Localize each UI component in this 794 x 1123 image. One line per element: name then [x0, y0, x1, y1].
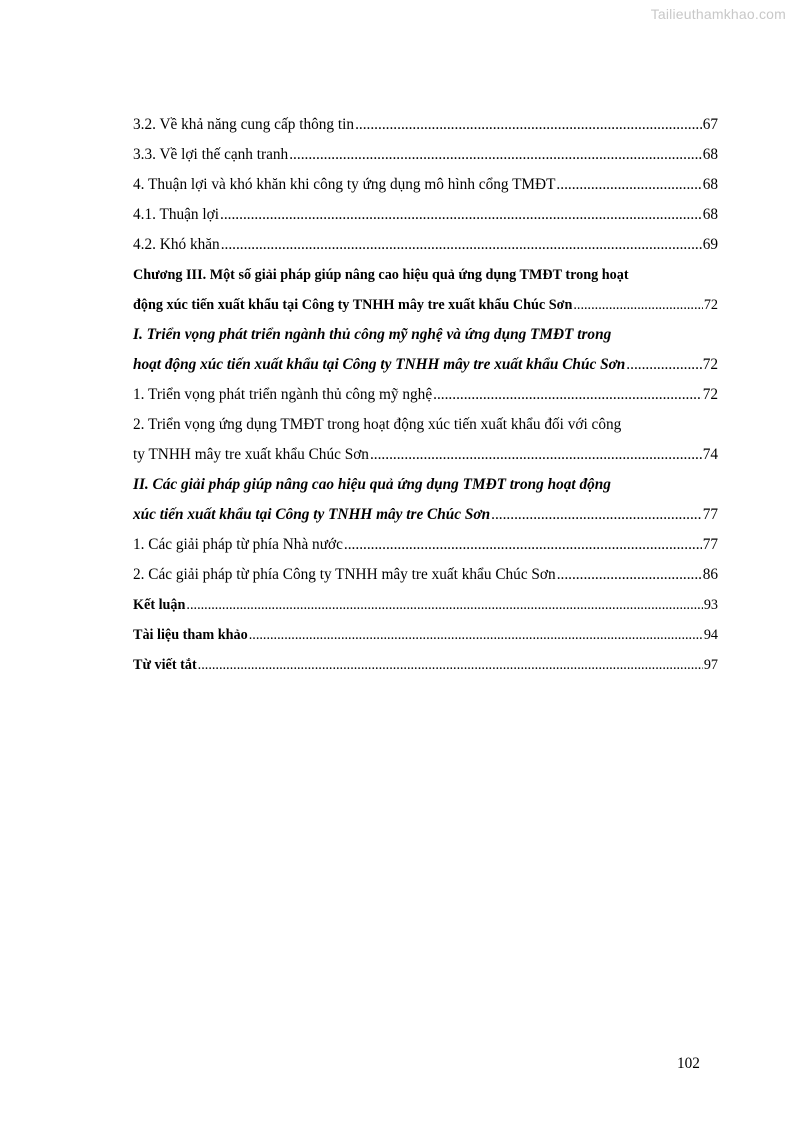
toc-entry-label: ty TNHH mây tre xuất khẩu Chúc Sơn [133, 446, 369, 463]
toc-entry-page: 86 [702, 566, 718, 583]
toc-entry-abbreviations [133, 650, 718, 680]
toc-entry-page: 72 [703, 297, 718, 313]
toc-entry-page: 69 [702, 236, 718, 253]
toc-entry-3-3 [133, 140, 718, 170]
toc-entry-section-I [133, 350, 718, 380]
toc-entry-I-2-line1: 2. Triển vọng ứng dụng TMĐT trong hoạt động xúc tiến xuất khẩu đối với công [133, 416, 622, 433]
leader-dots [220, 200, 702, 230]
page-number: 102 [677, 1055, 700, 1072]
leader-dots [556, 170, 701, 200]
leader-dots [433, 380, 702, 410]
toc-entry-page: 72 [702, 356, 718, 373]
leader-dots [186, 590, 702, 620]
leader-dots [221, 230, 702, 260]
toc-entry-page: 97 [703, 657, 718, 673]
toc-entry-4-1 [133, 200, 718, 230]
toc-entry-label: 3.2. Về khả năng cung cấp thông tin [133, 116, 355, 133]
toc-entry-page: 94 [703, 627, 718, 643]
toc-entry-label: 1. Triển vọng phát triển ngành thủ công mỹ nghệ [133, 386, 433, 403]
toc-entry-page: 77 [702, 506, 718, 523]
leader-dots [198, 650, 703, 680]
toc-entry-label: Tài liệu tham khảo [133, 627, 248, 643]
table-of-contents [133, 110, 718, 680]
leader-dots [289, 140, 701, 170]
toc-entry-label: xúc tiến xuất khẩu tại Công ty TNHH mây tre Chúc Sơn [133, 506, 491, 523]
toc-entry-label: 4.1. Thuận lợi [133, 206, 219, 223]
leader-dots [344, 530, 702, 560]
leader-dots [370, 440, 702, 470]
toc-entry-4-2 [133, 230, 718, 260]
toc-entry-page: 68 [702, 176, 718, 193]
leader-dots [626, 350, 701, 380]
leader-dots [491, 500, 702, 530]
toc-entry-label: Từ viết tắt [133, 657, 197, 673]
leader-dots [557, 560, 702, 590]
toc-entry-chapter-3 [133, 290, 718, 320]
toc-entry-II-1 [133, 530, 718, 560]
toc-entry-section-II-line1: II. Các giải pháp giúp nâng cao hiệu quả ứng dụng TMĐT trong hoạt động [133, 476, 611, 493]
toc-entry-page: 67 [702, 116, 718, 133]
toc-entry-label: 2. Các giải pháp từ phía Công ty TNHH mây tre xuất khẩu Chúc Sơn [133, 566, 556, 583]
leader-dots [573, 290, 702, 320]
toc-entry-page: 77 [702, 536, 718, 553]
toc-entry-II-2 [133, 560, 718, 590]
toc-entry-section-II [133, 500, 718, 530]
toc-entry-I-2 [133, 440, 718, 470]
toc-entry-page: 68 [702, 146, 718, 163]
toc-entry-3-2 [133, 110, 718, 140]
toc-entry-label: hoạt động xúc tiến xuất khẩu tại Công ty TNHH mây tre xuất khẩu Chúc Sơn [133, 356, 626, 373]
toc-entry-label: 4.2. Khó khăn [133, 236, 220, 253]
toc-entry-page: 72 [702, 386, 718, 403]
toc-entry-conclusion [133, 590, 718, 620]
toc-entry-page: 74 [702, 446, 718, 463]
toc-entry-section-I-line1: I. Triển vọng phát triển ngành thủ công mỹ nghệ và ứng dụng TMĐT trong [133, 326, 612, 343]
toc-entry-label: Kết luận [133, 597, 186, 613]
leader-dots [249, 620, 703, 650]
watermark: Tailieuthamkhao.com [650, 6, 786, 22]
toc-entry-4 [133, 170, 718, 200]
toc-entry-page: 93 [703, 597, 718, 613]
toc-entry-references [133, 620, 718, 650]
toc-entry-chapter-3-line1: Chương III. Một số giải pháp giúp nâng cao hiệu quả ứng dụng TMĐT trong hoạt [133, 267, 629, 283]
toc-entry-label: 3.3. Về lợi thế cạnh tranh [133, 146, 289, 163]
toc-entry-label: động xúc tiến xuất khẩu tại Công ty TNHH mây tre xuất khẩu Chúc Sơn [133, 297, 573, 313]
leader-dots [355, 110, 702, 140]
toc-entry-I-1 [133, 380, 718, 410]
toc-entry-label: 1. Các giải pháp từ phía Nhà nước [133, 536, 343, 553]
toc-entry-label: 4. Thuận lợi và khó khăn khi công ty ứng dụng mô hình cổng TMĐT [133, 176, 556, 193]
toc-entry-page: 68 [702, 206, 718, 223]
